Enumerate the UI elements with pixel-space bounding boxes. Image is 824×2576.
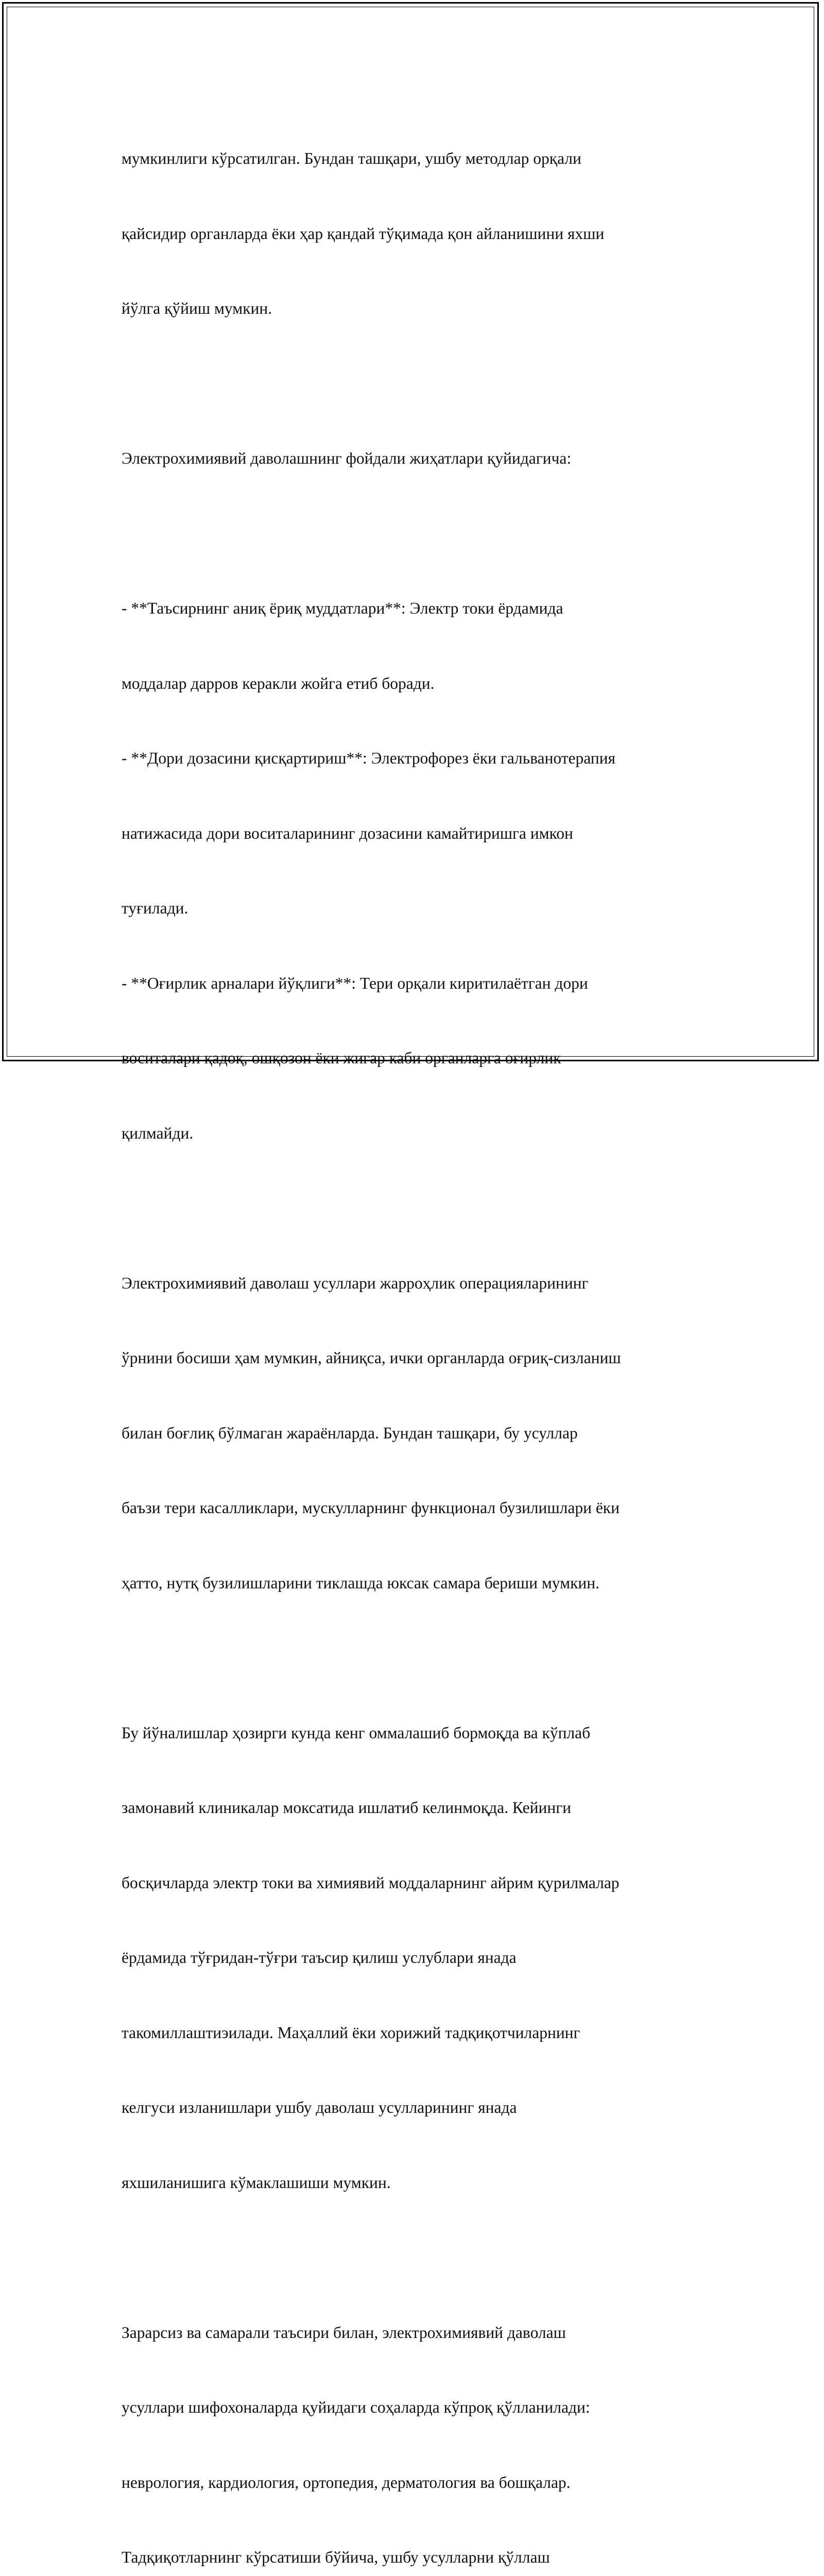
- text-line: Электрохимиявий даволаш усуллари жарроҳлик операцияларининг: [122, 1271, 734, 1296]
- paragraph-2: [122, 396, 734, 521]
- text-line: баъзи тери касалликлари, мускулларнинг функционал бузилишлари ёки: [122, 1496, 734, 1521]
- list-item: - **Оғирлик арналари йўқлиги**: Тери орқали киритилаётган дори: [122, 971, 734, 996]
- text-line: неврология, кардиология, ортопедия, дерматология ва бошқалар.: [122, 2470, 734, 2496]
- text-line: билан боғлиқ бўлмаган жараёнларда. Бундан ташқари, бу усуллар: [122, 1421, 734, 1446]
- text-line: Зарарсиз ва самарали таъсири билан, электрохимиявий даволаш: [122, 2320, 734, 2346]
- text-line: ёрдамида тўғридан-тўғри таъсир қилиш услублари янада: [122, 1945, 734, 1971]
- list-item: - **Дори дозасини қисқартириш**: Электрофорез ёки гальванотерапия: [122, 746, 734, 771]
- text-line: йўлга қўйиш мумкин.: [122, 296, 734, 321]
- text-line: воситалари қадоқ, ошқозон ёки жигар каби органларга оғирлик: [122, 1046, 734, 1071]
- text-line: усуллари шифохоналарда қуйидаги соҳаларда кўпроқ қўлланилади:: [122, 2395, 734, 2420]
- text-line: келгуси изланишлари ушбу даволаш усулларининг янада: [122, 2095, 734, 2121]
- paragraph-5: [122, 1671, 734, 2246]
- text-line: натижасида дори воситаларининг дозасини камайтиришга имкон: [122, 821, 734, 846]
- paragraph-6: [122, 2270, 734, 2576]
- text-line: моддалар дарров керакли жойга етиб боради.: [122, 671, 734, 697]
- text-line: Электрохимиявий даволашнинг фойдали жиҳатлари қуйидагича:: [122, 446, 734, 471]
- text-line: қилмайди.: [122, 1121, 734, 1146]
- text-line: қайсидир органларда ёки ҳар қандай тўқимада қон айланишини яхши: [122, 222, 734, 247]
- benefits-list: [122, 546, 734, 1196]
- document-body: [122, 96, 734, 2576]
- text-line: Тадқиқотларнинг кўрсатиши бўйича, ушбу усулларни қўллаш: [122, 2545, 734, 2570]
- text-line: такомиллаштиэилади. Маҳаллий ёки хорижий тадқиқотчиларнинг: [122, 2021, 734, 2046]
- text-line: туғилади.: [122, 896, 734, 921]
- list-item: - **Таъсирнинг аниқ ёриқ муддатлари**: Электр токи ёрдамида: [122, 596, 734, 621]
- text-line: Бу йўналишлар ҳозирги кунда кенг оммалашиб бормоқда ва кўплаб: [122, 1721, 734, 1746]
- text-line: ўрнини босиши ҳам мумкин, айниқса, ички органларда оғриқ-сизланиш: [122, 1346, 734, 1371]
- paragraph-4: [122, 1221, 734, 1646]
- text-line: ҳатто, нутқ бузилишларини тиклашда юксак самара бериши мумкин.: [122, 1571, 734, 1596]
- text-line: мумкинлиги кўрсатилган. Бундан ташқари, ушбу методлар орқали: [122, 146, 734, 172]
- paragraph-1: [122, 96, 734, 371]
- text-line: босқичларда электр токи ва химиявий моддаларнинг айрим қурилмалар: [122, 1871, 734, 1896]
- text-line: замонавий клиникалар моксатида ишлатиб келинмоқда. Кейинги: [122, 1795, 734, 1821]
- text-line: яхшиланишига кўмаклашиши мумкин.: [122, 2171, 734, 2196]
